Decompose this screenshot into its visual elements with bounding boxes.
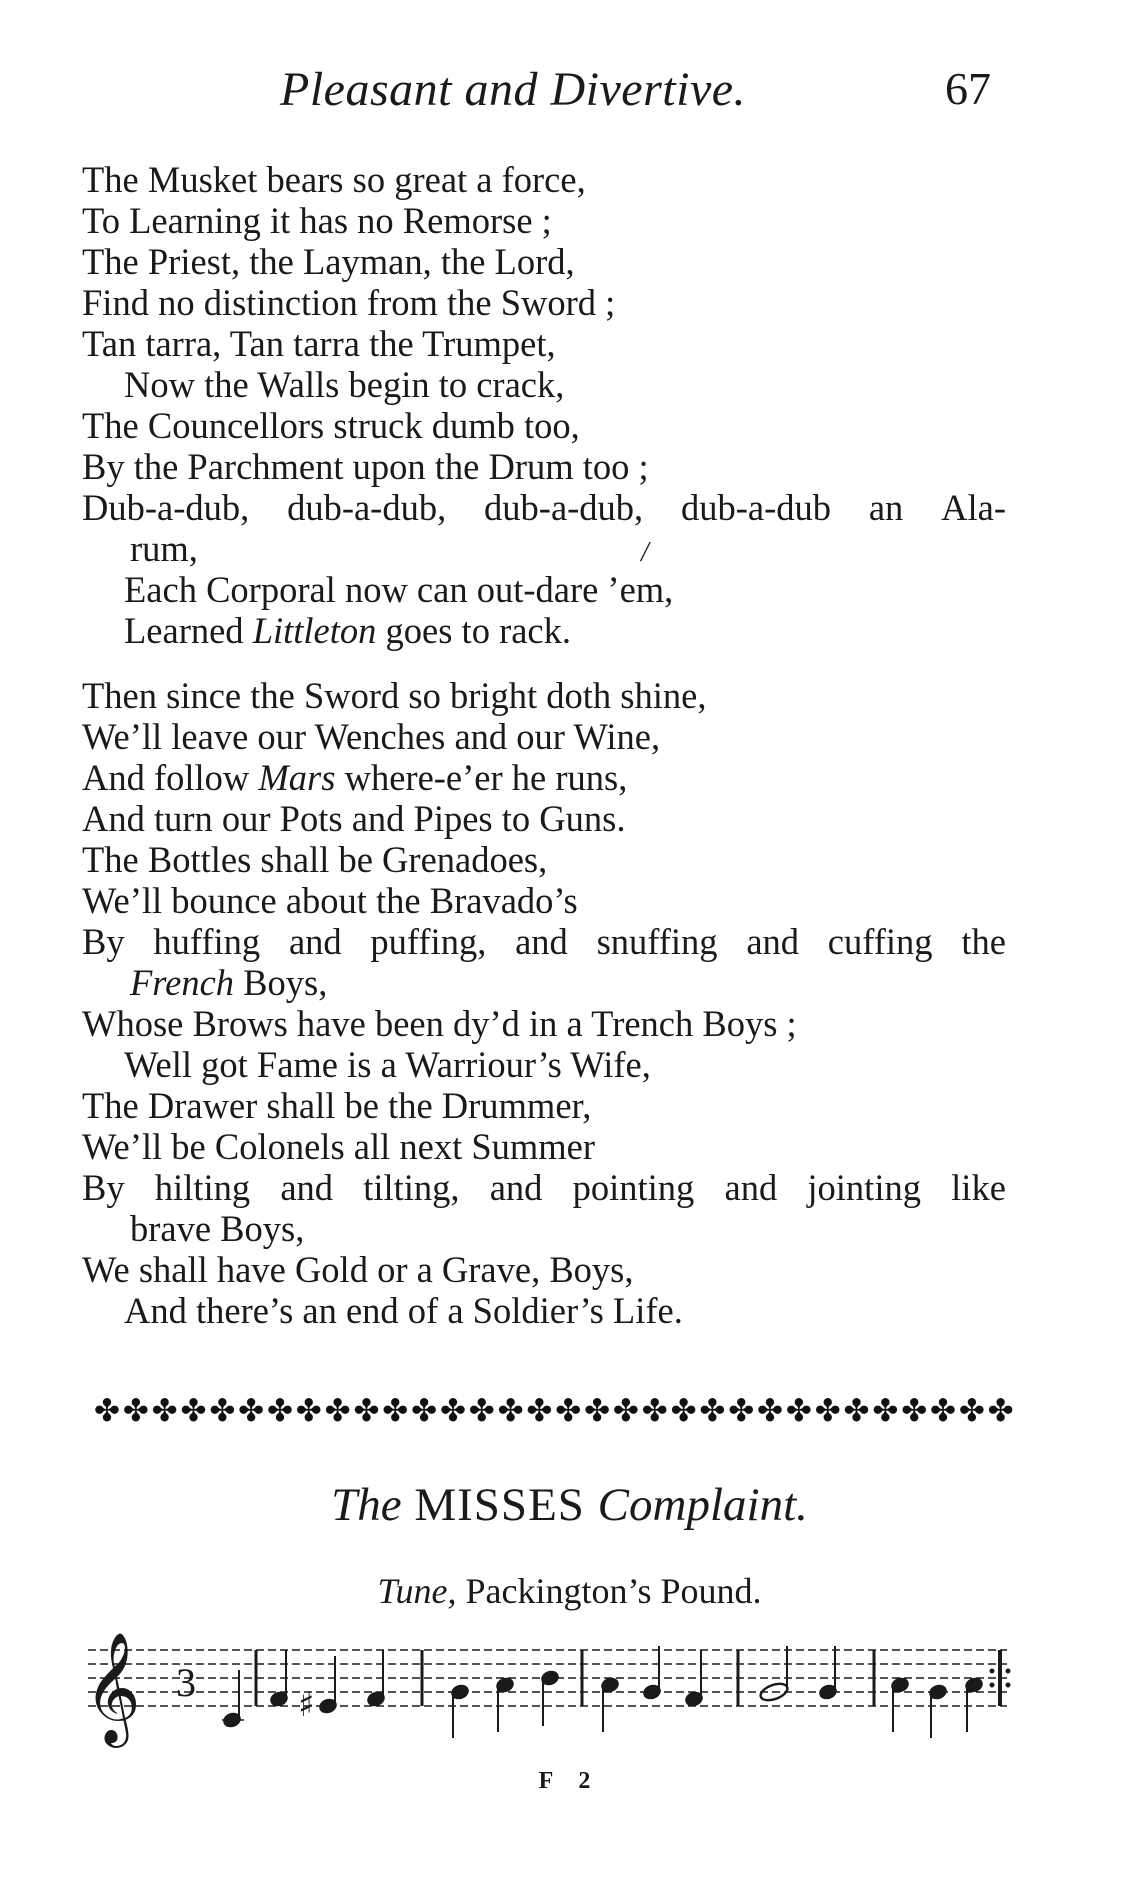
- fleuron-icon: ✤: [785, 1393, 812, 1428]
- verse-line: The Priest, the Layman, the Lord,: [82, 241, 575, 282]
- fleuron-icon: ✤: [295, 1393, 322, 1428]
- word: pointing: [572, 1167, 695, 1208]
- fleuron-icon: ✤: [122, 1393, 149, 1428]
- fleuron-icon: ✤: [497, 1393, 524, 1428]
- song-title: [0, 1478, 1139, 1532]
- verse-line: We shall have Gold or a Grave, Boys,: [82, 1249, 634, 1290]
- fleuron-icon: ✤: [266, 1393, 293, 1428]
- verse-line: Find no distinction from the Sword ;: [82, 282, 616, 323]
- fleuron-icon: ✤: [699, 1393, 726, 1428]
- verse-line: [82, 757, 1006, 798]
- page-header: [0, 62, 1139, 122]
- page-number: 67: [945, 63, 991, 114]
- tune-line: [0, 1570, 1139, 1612]
- verse-line: Tan tarra, Tan tarra the Trumpet,: [82, 323, 556, 364]
- fleuron-icon: ✤: [757, 1393, 784, 1428]
- tune-name: Packington’s Pound.: [456, 1571, 762, 1611]
- line-text: Learned: [124, 610, 253, 651]
- word: puffing,: [370, 921, 487, 962]
- verse-line: The Bottles shall be Grenadoes,: [82, 839, 548, 880]
- music-staff: [82, 1620, 1022, 1750]
- verse-line: We’ll bounce about the Bravado’s: [82, 880, 578, 921]
- stanza-2: [82, 675, 1006, 1331]
- word: snuffing: [596, 921, 718, 962]
- fleuron-icon: ✤: [151, 1393, 178, 1428]
- fleuron-icon: ✤: [209, 1393, 236, 1428]
- word: jointing: [807, 1167, 921, 1208]
- verse-line: We’ll leave our Wenches and our Wine,: [82, 716, 661, 757]
- verse-line-justified: [82, 1167, 1006, 1208]
- line-text: goes to rack.: [376, 610, 572, 651]
- song-title-complaint: Complaint.: [597, 1479, 808, 1531]
- word: dub-a-dub,: [484, 487, 644, 528]
- fleuron-icon: ✤: [555, 1393, 582, 1428]
- line-text: Boys,: [234, 962, 328, 1003]
- italic-name: Mars: [258, 757, 336, 798]
- stray-mark: /: [641, 537, 649, 568]
- verse-line: And there’s an end of a Soldier’s Life.: [124, 1290, 683, 1331]
- fleuron-icon: ✤: [814, 1393, 841, 1428]
- fleuron-icon: ✤: [930, 1393, 956, 1428]
- word: and: [724, 1167, 778, 1208]
- word: and: [489, 1167, 543, 1208]
- fleuron-icon: ✤: [670, 1393, 697, 1428]
- fleuron-icon: ✤: [353, 1393, 380, 1428]
- fleuron-icon: ✤: [526, 1393, 553, 1428]
- fleuron-icon: ✤: [180, 1393, 207, 1428]
- time-signature: 3: [176, 1660, 196, 1705]
- fleuron-icon: ✤: [584, 1393, 611, 1428]
- svg-text:𝄞: 𝄞: [84, 1631, 141, 1743]
- word: By: [82, 1167, 125, 1208]
- fleuron-icon: ✤: [843, 1393, 870, 1428]
- song-title-misses: MISSES: [401, 1479, 598, 1531]
- fleuron-icon: ✤: [958, 1393, 985, 1428]
- word: like: [951, 1167, 1006, 1208]
- fleuron-icon: ✤: [439, 1393, 466, 1428]
- verse-line: The Councellors struck dumb too,: [82, 405, 580, 446]
- fleuron-icon: ✤: [468, 1393, 495, 1428]
- fleuron-icon: ✤: [238, 1393, 265, 1428]
- justified-text: [82, 487, 1006, 528]
- verse-line: By the Parchment upon the Drum too ;: [82, 446, 649, 487]
- ornament-divider: [94, 1394, 1014, 1428]
- verse-line: Each Corporal now can out-dare ’em,: [124, 569, 674, 610]
- word: the: [961, 921, 1006, 962]
- verse-line: Well got Fame is a Warriour’s Wife,: [124, 1044, 651, 1085]
- word: Dub-a-dub,: [82, 487, 250, 528]
- word: tilting,: [363, 1167, 460, 1208]
- sharp-icon: ♯: [298, 1685, 315, 1725]
- line-text: And follow: [82, 757, 259, 798]
- fleuron-icon: ✤: [612, 1393, 639, 1428]
- verse-line: Whose Brows have been dy’d in a Trench Boys ;: [82, 1003, 797, 1044]
- treble-clef-icon: [84, 1631, 141, 1748]
- fleuron-icon: ✤: [728, 1393, 755, 1428]
- fleuron-icon: ✤: [324, 1393, 351, 1428]
- verse-line: Now the Walls begin to crack,: [124, 364, 565, 405]
- word: cuffing: [827, 921, 933, 962]
- fleuron-icon: ✤: [987, 1393, 1014, 1428]
- verse-line: The Musket bears so great a force,: [82, 159, 586, 200]
- signature-mark: F 2: [538, 1768, 601, 1794]
- fleuron-icon: ✤: [901, 1393, 928, 1428]
- verse-line: And turn our Pots and Pipes to Guns.: [82, 798, 626, 839]
- fleuron-icon: ✤: [872, 1393, 899, 1428]
- fleuron-icon: ✤: [641, 1393, 668, 1428]
- word: Ala-: [941, 487, 1006, 528]
- word: hilting: [154, 1167, 251, 1208]
- word: and: [280, 1167, 334, 1208]
- justified-text: [82, 1167, 1006, 1208]
- fleuron-icon: ✤: [411, 1393, 438, 1428]
- line-text: where-e’er he runs,: [335, 757, 628, 798]
- justified-text: [82, 921, 1006, 962]
- word: and: [288, 921, 342, 962]
- song-title-the: The: [331, 1479, 402, 1531]
- italic-name: Littleton: [252, 610, 377, 651]
- verse-line-continuation: [82, 962, 1006, 1003]
- verse-line: The Drawer shall be the Drummer,: [82, 1085, 592, 1126]
- word: an: [868, 487, 904, 528]
- verse-line: We’ll be Colonels all next Summer: [82, 1126, 596, 1167]
- fleuron-icon: ✤: [382, 1393, 409, 1428]
- tune-label: Tune,: [377, 1571, 457, 1611]
- word: huffing: [153, 921, 261, 962]
- stanza-1: [82, 159, 1006, 651]
- verse-line: To Learning it has no Remorse ;: [82, 200, 552, 241]
- verse-line-continuation: rum,: [130, 528, 198, 569]
- verse-line-justified: [82, 921, 1006, 962]
- word: dub-a-dub,: [287, 487, 447, 528]
- verse-line-continuation: brave Boys,: [130, 1208, 305, 1249]
- word: and: [515, 921, 568, 962]
- verse-line: Then since the Sword so bright doth shine,: [82, 675, 707, 716]
- verse-line: [82, 610, 1006, 651]
- word: and: [746, 921, 800, 962]
- word: By: [82, 921, 125, 962]
- word: dub-a-dub: [681, 487, 832, 528]
- italic-name: French: [130, 962, 235, 1003]
- fleuron-icon: ✤: [94, 1393, 120, 1428]
- verse-line-justified: [82, 487, 1006, 528]
- running-title: Pleasant and Divertive.: [280, 63, 747, 116]
